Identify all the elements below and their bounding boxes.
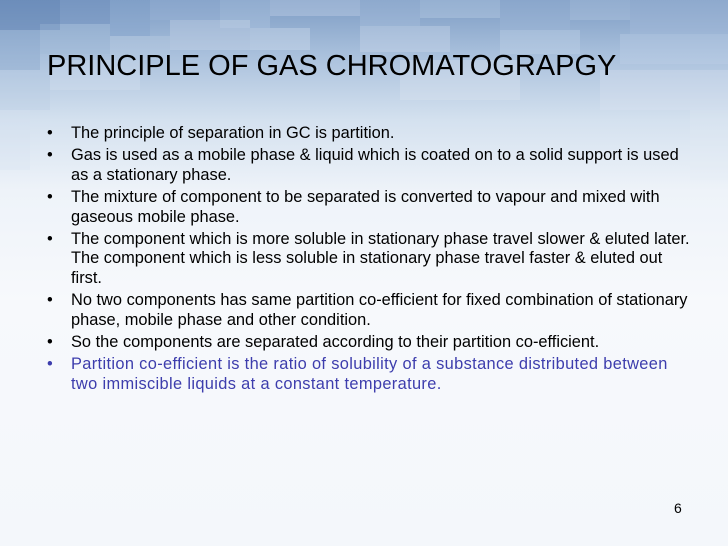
bullet-text: The component which is more soluble in stationary phase travel slower & eluted later. The component which is less soluble in stationary phase travel faster & eluted out first. [71,229,690,287]
bullet-list [47,124,695,397]
bullet-item [47,188,695,227]
bullet-text: So the components are separated according to their partition co-efficient. [71,332,600,351]
bullet-dot-icon: • [47,146,53,165]
bullet-dot-icon: • [47,124,53,142]
bullet-item [47,124,695,144]
bullet-text: Gas is used as a mobile phase & liquid which is coated on to a solid support is used as a stationary phase. [71,146,679,184]
bullet-text: The principle of separation in GC is partition. [71,124,395,142]
bullet-item [47,230,695,289]
slide-title: PRINCIPLE OF GAS CHROMATOGRAPGY [47,50,617,82]
bullet-dot-icon: • [47,229,53,248]
bullet-text: The mixture of component to be separated is converted to vapour and mixed with gaseous mobile phase. [71,187,660,226]
bullet-dot-icon: • [47,291,53,310]
bullet-item [47,291,695,330]
bullet-item-highlighted [47,355,695,394]
bullet-item [47,333,695,353]
bullet-dot-icon: • [47,355,54,374]
page-number: 6 [674,500,682,516]
bullet-dot-icon: • [47,332,53,351]
bullet-text: Partition co-efficient is the ratio of solubility of a substance distributed between two immiscible liquids at a constant temperature. [71,355,668,393]
bullet-text: No two components has same partition co-efficient for fixed combination of stationary phase, mobile phase and other condition. [71,291,688,329]
bullet-dot-icon: • [47,187,53,206]
bullet-item [47,146,695,185]
